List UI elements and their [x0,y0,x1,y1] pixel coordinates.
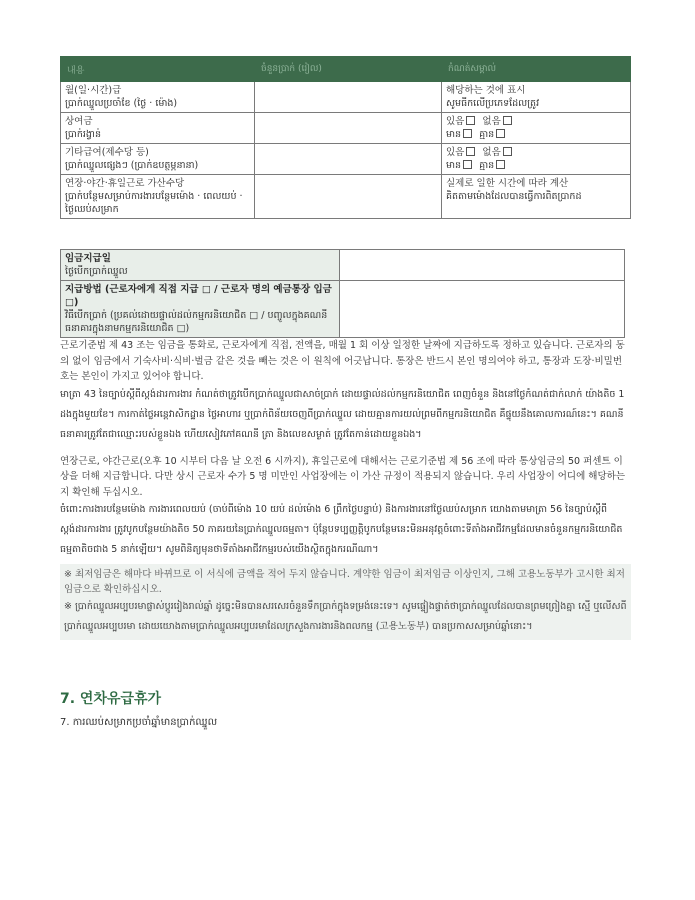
pay-method-value[interactable] [340,281,625,338]
minimum-wage-note [60,564,631,640]
table-row [61,250,625,281]
section-heading: 7. 연차유급휴가 [60,691,162,707]
no-label: គ្មាន [479,160,495,171]
item-cell [61,113,255,144]
pay-date-label-ko: 임금지급일 [65,253,111,264]
note-kh: ※ ប្រាក់ឈ្នួលអប្បបរមាផ្លាស់ប្តូររៀងរាល់ឆ្នាំ ដូច្នេះមិនបានសរសេរចំនួនទឹកប្រាក់ក្នុងទម្រង់នេះទេ។ សូមផ្ទៀងផ្ទាត់ថាប្រាក់ឈ្នួលដែលបានព្រមព្រៀងគ្នា ស្មើ ឬលើសពីប្រាក់ឈ្នួលអប្បបរមា ដោយយោងតាមប្រាក់ឈ្នួលអប្បបរមាដែលក្រសួងការងារនិងពលកម្ម (고용노동부) បានប្រកាសសម្រាប់ឆ្នាំនោះ។ [64,601,627,632]
yes-label: 있음 [446,147,465,158]
item-label-ko: 기타급여(제수당 등) [65,147,149,158]
table-row [61,82,631,113]
checkbox[interactable] [496,160,505,169]
note-ko: 실제로 일한 시간에 따라 계산 [446,178,569,189]
section-subheading: 7. ការឈប់សម្រាកប្រចាំឆ្នាំមានប្រាក់ឈ្នួល [60,717,218,728]
amount-cell[interactable] [255,113,442,144]
item-cell [61,82,255,113]
checkbox[interactable] [503,116,512,125]
item-label-ko: 연장·야간·휴일근로 가산수당 [65,178,185,189]
amount-cell[interactable] [255,175,442,219]
note-kh: សូមធីកលើប្រភេទដែលត្រូវ [446,98,540,109]
checkbox[interactable] [496,129,505,138]
yes-label: មាន [446,129,462,140]
table-row [61,113,631,144]
paragraph-wage-principles-ko: 근로기준법 제 43 조는 임금을 통화로, 근로자에게 직접, 전액을, 매월 1 회 이상 일정한 날짜에 지급하도록 정하고 있습니다. 근로자의 동의 없이 임금에서 기숙사비·식비·벌금 같은 것을 빼는 것은 이 원칙에 어긋납니다. 통장은 반드시 본인 명의여야 하고, 통장과 도장·비밀번호는 본인이 가지고 있어야 합니다. [60,340,625,382]
pay-method-label-kh: វិធីបើកប្រាក់ (ប្រគល់ដោយផ្ទាល់ដល់កម្មករនិយោជិត □ / បញ្ចូលក្នុងគណនីធនាគារក្នុងនាមកម្មករនិយោជិត □) [65,310,328,334]
note-ko: 해당하는 것에 표시 [446,85,526,96]
yes-label: 있음 [446,116,465,127]
pay-method-label-ko: 지급방법 (근로자에게 직접 지급 □ / 근로자 명의 예금통장 입금 □) [65,284,332,308]
note-cell [442,113,631,144]
pay-date-table [60,249,625,338]
pay-date-label-kh: ថ្ងៃបើកប្រាក់ឈ្នួល [65,266,128,277]
item-cell [61,175,255,219]
pay-date-value[interactable] [340,250,625,281]
checkbox[interactable] [463,129,472,138]
header-item: 내용 [61,57,255,82]
no-label: 없음 [482,116,501,127]
amount-cell[interactable] [255,82,442,113]
no-label: 없음 [482,147,501,158]
paragraph-overtime-kh: ចំពោះការងារបន្ថែមម៉ោង ការងារពេលយប់ (ចាប់ពីម៉ោង 10 យប់ ដល់ម៉ោង 6 ព្រឹកថ្ងៃបន្ទាប់) និងការងារនៅថ្ងៃឈប់សម្រាក យោងតាមមាត្រា 56 នៃច្បាប់ស្តីពីស្តង់ដារការងារ ត្រូវបូកបន្ថែមយ៉ាងតិច 50 ភាគរយនៃប្រាក់ឈ្នួលធម្មតា។ ប៉ុន្តែបទប្បញ្ញត្តិបូកបន្ថែមនេះមិនអនុវត្តចំពោះទីតាំងអាជីវកម្មដែលមានចំនួនកម្មករនិយោជិតធម្មតាតិចជាង 5 នាក់ឡើយ។ សូមពិនិត្យមុនថាទីតាំងអាជីវកម្មរបស់យើងស្ថិតក្នុងករណីណា។ [60,504,623,555]
note-kh: គិតតាមម៉ោងដែលបានធ្វើការពិតប្រាកដ [446,191,582,202]
header-note: កំណត់សម្គាល់ [442,57,631,82]
pay-table-header [61,57,631,82]
table-row [61,175,631,219]
item-label-ko: 월(일·시간)급 [65,85,122,96]
note-ko: ※ 최저임금은 해마다 바뀌므로 이 서식에 금액을 적어 두지 않습니다. 계약한 임금이 최저임금 이상인지, 그해 고용노동부가 고시한 최저임금으로 확인하십시오. [64,569,625,595]
document-page [60,56,631,730]
pay-date-label-cell [61,250,340,281]
paragraph-wage-principles-kh: មាត្រា 43 នៃច្បាប់ស្តីពីស្តង់ដារការងារ កំណត់ថាត្រូវបើកប្រាក់ឈ្នួលជាសាច់ប្រាក់ ដោយផ្ទាល់ដល់កម្មករនិយោជិត ពេញចំនួន និងនៅថ្ងៃកំណត់ជាក់លាក់ យ៉ាងតិច 1 ដងក្នុងមួយខែ។ ការកាត់ថ្លៃអន្តេវាសិកដ្ឋាន ថ្លៃអាហារ ឬប្រាក់ពិន័យចេញពីប្រាក់ឈ្នួល ដោយគ្មានការយល់ព្រមពីកម្មករនិយោជិត គឺផ្ទុយនឹងគោលការណ៍នេះ។ គណនីធនាគារត្រូវតែជាឈ្មោះរបស់ខ្លួនឯង ហើយសៀវភៅគណនី ត្រា និងលេខសម្ងាត់ ត្រូវតែកាន់ដោយខ្លួនឯង។ [60,388,625,440]
note-cell [442,82,631,113]
item-label-ko: 상여금 [65,116,93,127]
checkbox[interactable] [463,160,472,169]
item-label-kh: ប្រាក់ឈ្នួលផ្សេងៗ (ប្រាក់ឧបត្ថម្ភនានា) [65,160,199,171]
checkbox[interactable] [466,147,475,156]
item-label-kh: ប្រាក់ឈ្នួលប្រចាំខែ (ថ្ងៃ · ម៉ោង) [65,98,178,109]
amount-cell[interactable] [255,144,442,175]
checkbox[interactable] [466,116,475,125]
no-label: គ្មាន [479,129,495,140]
header-amount: ចំនួនប្រាក់ (រៀល) [255,57,442,82]
note-cell [442,144,631,175]
paragraph-overtime-ko: 연장근로, 야간근로(오후 10 시부터 다음 날 오전 6 시까지), 휴일근로에 대해서는 근로기준법 제 56 조에 따라 통상임금의 50 퍼센트 이상을 더해 지급합니다. 다만 상시 근로자 수가 5 명 미만인 사업장에는 이 가산 규정이 적용되지 않습니다. 우리 사업장이 어디에 해당하는지 확인해 두십시오. [60,455,626,498]
item-cell [61,144,255,175]
checkbox[interactable] [503,147,512,156]
pay-method-label-cell [61,281,340,338]
item-label-kh: ប្រាក់បន្ថែមសម្រាប់ការងារបន្ថែមម៉ោង · ពេលយប់ · ថ្ងៃឈប់សម្រាក [65,191,243,215]
item-label-kh: ប្រាក់រង្វាន់ [65,129,101,140]
table-row [61,281,625,338]
yes-label: មាន [446,160,462,171]
pay-items-table [60,56,631,219]
note-cell [442,175,631,219]
table-row [61,144,631,175]
